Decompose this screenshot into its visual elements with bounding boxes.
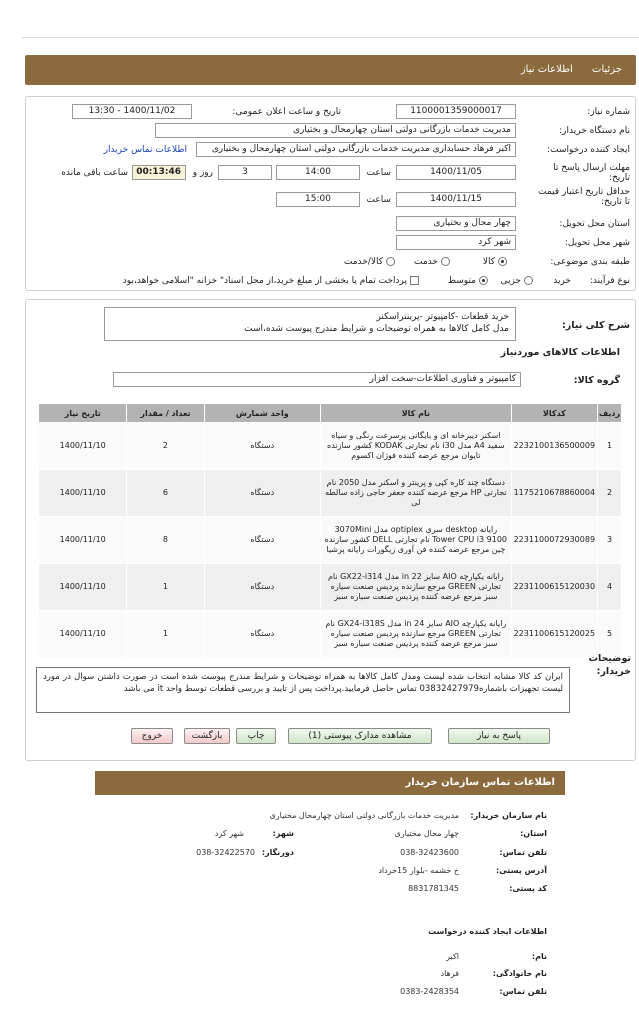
reply-button[interactable]: پاسخ به نیاز [448,728,550,744]
row-qty: 2 [127,423,204,470]
row-name: رایانه یکپارچه AIO سایز 24 in مدل GX24-i318S نام تجارتی GREEN مرجع سازنده پردیس صنعت سیاره سبز مرجع عرضه کننده پردیس صنعت سیاره سبز [321,611,512,658]
row-index: 5 [598,611,622,658]
col-code: کدکالا [511,404,597,423]
radio-icon [479,276,488,285]
tab-need-info[interactable]: اطلاعات نیاز [520,64,573,75]
table-row [39,423,622,470]
row-name: اسکنر دیبرخانه ای و بایگانی پرسرعت رنگی و سیاه سفید A4 مدل i30 نام تجارتی KODAK کشور سازنده تایوان مرجع عرضه کننده فوژان اکسوم [321,423,512,470]
contact-postal-value: 8831781345 [408,884,459,893]
validity-label: حداقل تاریخ اعتبار قیمت تا تاریخ: [538,187,630,207]
buyer-notes-label: توضیحات خریدار: [588,653,631,677]
creator-first-name-label: نام: [531,952,547,961]
contact-buyer-value: مدیریت خدمات بازرگانی دولتی استان چهارمحال مختیاری [269,811,459,820]
process-option-medium[interactable]: متوسط [448,276,488,286]
category-option-both[interactable]: کالا/خدمت [344,257,395,267]
contact-phone-label: تلفن تماس: [499,848,547,857]
row-code: 2231100072930089 [511,517,597,564]
contact-phone-value: 038-32423600 [400,848,459,857]
deadline-time-label: ساعت [366,168,391,178]
row-unit: دستگاه [204,517,321,564]
tab-details[interactable]: جزئیات [592,64,622,75]
summary-label: شرح کلی نیاز: [561,320,630,331]
table-header-row [39,404,622,423]
process-option-minor[interactable]: جزیی [500,276,533,286]
radio-icon [386,257,395,266]
table-row [39,470,622,517]
row-date: 1400/11/10 [39,564,127,611]
header-bar [25,55,636,85]
row-unit: دستگاه [204,423,321,470]
row-unit: دستگاه [204,564,321,611]
print-button[interactable]: چاپ [236,728,276,744]
days-label: روز و [192,168,213,178]
row-code: 1175210678860004 [511,470,597,517]
contact-fax-label: دورنگار: [261,848,294,857]
row-qty: 6 [127,470,204,517]
col-index: ردیف [598,404,622,423]
process-type-text: خرید [553,276,571,286]
creator-last-name-value: فرهاد [440,969,459,978]
creator-section-title: اطلاعات ایجاد کننده درخواست [428,927,547,936]
attachments-button[interactable]: مشاهده مدارک پیوستی (1) [288,728,432,744]
group-label: گروه کالا: [573,375,620,386]
contact-city-value: شهر کرد [214,829,244,838]
row-index: 2 [598,470,622,517]
row-code: 2231100615120030 [511,564,597,611]
row-code: 2232100136500009 [511,423,597,470]
days-left-field: 3 [218,165,272,180]
col-qty: تعداد / مقدار [127,404,204,423]
row-date: 1400/11/10 [39,423,127,470]
row-qty: 1 [127,611,204,658]
row-index: 1 [598,423,622,470]
row-date: 1400/11/10 [39,470,127,517]
province-label: استان محل تحویل: [559,219,630,229]
contact-postal-label: کد پستی: [509,884,547,893]
deadline-label: مهلت ارسال پاسخ تا تاریخ: [553,163,630,183]
row-index: 3 [598,517,622,564]
validity-time-label: ساعت [366,195,391,205]
row-date: 1400/11/10 [39,611,127,658]
row-unit: دستگاه [204,470,321,517]
validity-time-field: 15:00 [276,192,360,207]
row-code: 2231100615120025 [511,611,597,658]
row-qty: 1 [127,564,204,611]
col-name: نام کالا [321,404,512,423]
goods-table [38,403,622,658]
col-unit: واحد شمارش [204,404,321,423]
row-name: رایانه یکپارچه AIO سایز 22 in مدل GX22-i314 نام تجارتی GREEN مرجع سازنده پردیس صنعت سیاره سبز مرجع عرضه کننده پردیس صنعت سیاره سبز [321,564,512,611]
back-button[interactable]: بازگشت [184,728,230,744]
remaining-time-field: 00:13:46 [132,165,186,180]
checkbox-icon [410,276,419,285]
row-date: 1400/11/10 [39,517,127,564]
deadline-time-field: 14:00 [276,165,360,180]
contact-province-label: استان: [520,829,547,838]
buyer-org-field: مدیریت خدمات بازرگانی دولتی استان چهارمحال و بختیاری [155,123,516,138]
buyer-org-label: نام دستگاه خریدار: [559,126,630,136]
goods-title: اطلاعات کالاهای موردنیاز [500,347,620,358]
process-label: نوع فرآیند: [589,276,630,286]
need-number-label: شماره نیاز: [587,107,630,117]
creator-field: اکبر فرهاد حسابداری مدیریت خدمات بازرگانی دولتی استان چهارمحال و بختیاری [196,142,516,157]
province-field: چهار محال و بختیاری [396,216,516,231]
creator-first-name-value: اکبر [446,952,459,961]
group-field: کامپیوتر و فناوری اطلاعات-سخت افزار [113,372,521,387]
row-name: رایانه desktop سری optiplex مدل 3070Mini Tower CPU i3 9100 نام تجارتی DELL کشور سازنده چین مرجع عرضه کننده فن آوری زیگورات رایانه پرشیا [321,517,512,564]
need-number-field: 1100001359000017 [396,104,516,119]
table-row [39,611,622,658]
col-date: تاریخ نیاز [39,404,127,423]
top-divider [22,37,639,38]
city-field: شهر کرد [396,235,516,250]
category-label: طبقه بندی موضوعی: [550,257,630,267]
payment-note[interactable]: پرداخت تمام یا بخشی از مبلغ خرید،از محل اسناد" خزانه "اسلامی خواهد،بود [123,276,419,286]
buyer-notes-box: ایران کد کالا مشابه انتخاب شده لیست ومدل کامل کالاها به همراه توضیحات و شرایط مندرج پیوست شده است در صورت داشتن سوال در مورد لیست تجهیزات باشماره03832427979 تماس حاصل فرمایید.پرداخت پس از تایید و بررسی قطعات توسط واحد it می باشد [36,667,570,713]
summary-line-1: خرید قطعات -کامپیوتر -پرینتراسکنر [376,312,509,322]
summary-line-2: مدل کامل کالاها به همراه توضیحات و شرایط مندرج پیوست شده،است [244,324,509,334]
row-name: دستگاه چند کاره کپی و پرینتر و اسکنر مدل 2050 نام تجارتی HP مرجع عرضه کننده جعفر حاجی زاده سالطه لی [321,470,512,517]
announce-label: تاریخ و ساعت اعلان عمومی: [232,107,341,117]
table-row [39,517,622,564]
radio-icon [524,276,533,285]
summary-box [104,307,516,341]
table-row [39,564,622,611]
row-unit: دستگاه [204,611,321,658]
row-index: 4 [598,564,622,611]
city-label: شهر محل تحویل: [564,238,630,248]
exit-button[interactable]: خروج [131,728,173,744]
creator-label: ایجاد کننده درخواست: [547,145,630,155]
contact-title: اطلاعات تماس سازمان خریدار [95,771,565,795]
category-option-service[interactable]: خدمت [414,257,450,267]
contact-address-label: آدرس پستی: [496,866,547,875]
contact-buyer-label: نام سازمان خریدار: [470,811,547,820]
radio-icon [498,257,507,266]
contact-address-value: خ خشمه -بلوار 15خرداد [378,866,459,875]
radio-icon [441,257,450,266]
announce-field: 1400/11/02 - 13:30 [72,104,192,119]
contact-city-label: شهر: [272,829,294,838]
contact-province-value: چهار محال مختیاری [394,829,459,838]
creator-phone-label: تلفن تماس: [499,987,547,996]
creator-last-name-label: نام خانوادگی: [492,969,547,978]
buyer-contact-link[interactable]: اطلاعات تماس خریدار [103,145,187,155]
validity-date-field: 1400/11/15 [396,192,516,207]
category-option-goods[interactable]: کالا [483,257,507,267]
creator-phone-value: 0383-2428354 [400,987,459,996]
row-qty: 8 [127,517,204,564]
remaining-label: ساعت باقی مانده [61,168,128,178]
deadline-date-field: 1400/11/05 [396,165,516,180]
contact-fax-value: 038-32422570 [196,848,255,857]
